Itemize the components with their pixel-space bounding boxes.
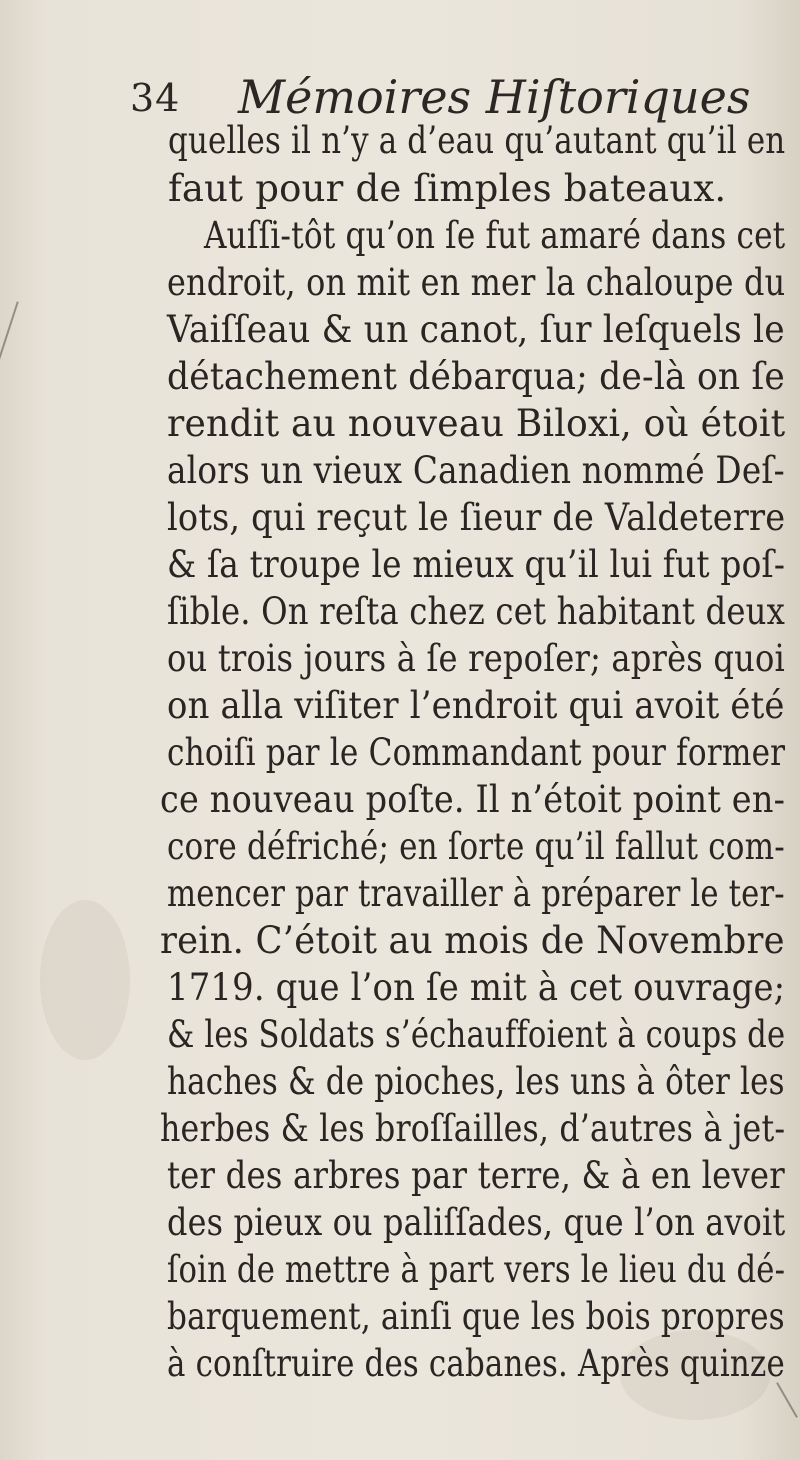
text-line: rein. C’étoit au mois de Novembre bbox=[160, 919, 785, 962]
text-line: core défriché; en ſorte qu’il fallut com- bbox=[167, 825, 785, 868]
text-line: on alla viſiter l’endroit qui avoit été bbox=[167, 684, 785, 727]
text-line: & les Soldats s’échauffoient à coups de bbox=[167, 1013, 786, 1056]
text-line: Auſſi-tôt qu’on ſe fut amaré dans cet bbox=[204, 214, 786, 257]
text-line: faut pour de ſimples bateaux. bbox=[168, 167, 727, 210]
text-line: ſible. On reſta chez cet habitant deux bbox=[167, 590, 785, 633]
text-line: Vaiſſeau & un canot, ſur leſquels le bbox=[167, 308, 785, 351]
running-title: Mémoires Hiſtoriques bbox=[238, 70, 751, 124]
text-line: & ſa troupe le mieux qu’il lui fut poſ- bbox=[167, 543, 786, 586]
text-line: ſoin de mettre à part vers le lieu du dé- bbox=[167, 1248, 786, 1291]
text-line: quelles il n’y a d’eau qu’autant qu’il en bbox=[168, 119, 786, 162]
text-line: haches & de pioches, les uns à ôter les bbox=[167, 1060, 785, 1103]
text-line: ter des arbres par terre, & à en lever bbox=[167, 1154, 785, 1197]
text-line: mencer par travailler à préparer le ter- bbox=[167, 872, 785, 915]
text-line: rendit au nouveau Biloxi, où étoit bbox=[167, 402, 786, 445]
text-line: des pieux ou paliſſades, que l’on avoit bbox=[167, 1201, 786, 1244]
text-line: 1719. que l’on ſe mit à cet ouvrage; bbox=[167, 966, 786, 1009]
text-line: lots, qui reçut le ſieur de Valdeterre bbox=[167, 496, 786, 539]
text-line: choiſi par le Commandant pour former bbox=[167, 731, 786, 774]
text-line: alors un vieux Canadien nommé Deſ- bbox=[167, 449, 785, 492]
text-line: détachement débarqua; de-là on ſe bbox=[167, 355, 785, 398]
text-line: herbes & les broſſailles, d’autres à jet- bbox=[160, 1107, 786, 1150]
text-line: ou trois jours à ſe repoſer; après quoi bbox=[167, 637, 786, 680]
text-line: barquement, ainſi que les bois propres bbox=[167, 1295, 785, 1338]
text-line: endroit, on mit en mer la chaloupe du bbox=[167, 261, 786, 304]
text-line: ce nouveau poſte. Il n’étoit point en- bbox=[160, 778, 786, 821]
text-line: à conſtruire des cabanes. Après quinze bbox=[167, 1342, 785, 1385]
page-number: 34 bbox=[130, 76, 181, 120]
